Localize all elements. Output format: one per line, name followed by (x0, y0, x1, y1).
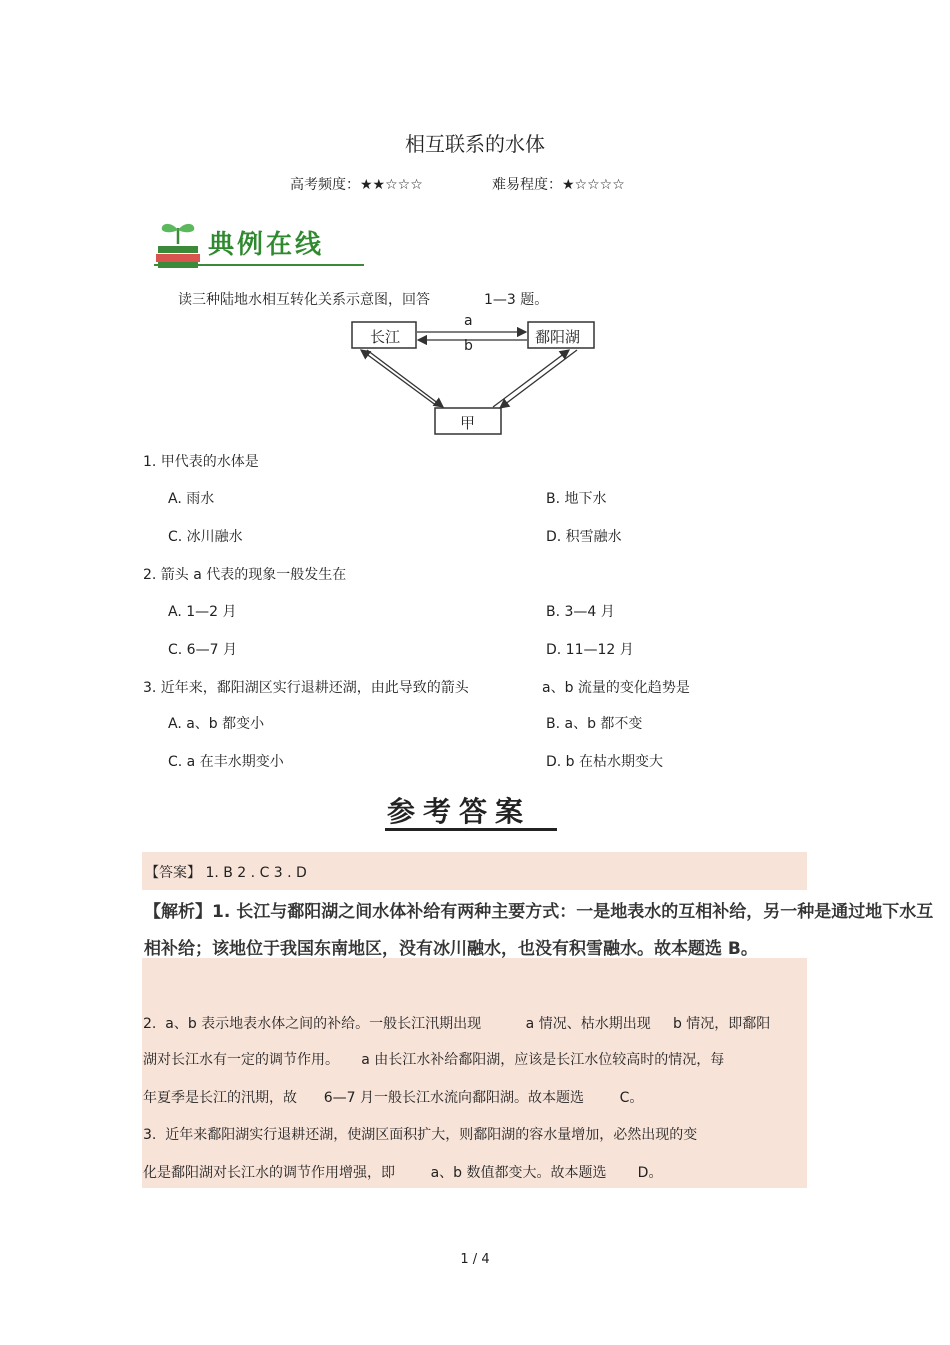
node-label-changjiang: 长江 (370, 328, 401, 346)
analysis-2-line-2: 湖对长江水有一定的调节作用。 a 由长江水补给鄱阳湖，应该是长江水位较高时的情况，每 (143, 1052, 725, 1068)
node-label-jia: 甲 (460, 414, 476, 432)
difficulty-rating (492, 174, 625, 194)
analysis-1-line-2: 相补给；该地位于我国东南地区，没有冰川融水，也没有积雪融水。故本题选 B。 (144, 939, 758, 959)
arrow-left-down (367, 350, 443, 407)
question-3-option-c: C. a 在丰水期变小 (168, 754, 284, 770)
question-1-stem: 1. 甲代表的水体是 (143, 454, 259, 470)
analysis-2-line-3: 年夏季是长江的汛期，故 6—7 月一般长江水流向鄱阳湖。故本题选 C。 (143, 1090, 644, 1106)
question-1-option-a: A. 雨水 (168, 491, 215, 507)
question-2-stem: 2. 箭头 a 代表的现象一般发生在 (143, 567, 347, 583)
question-3-option-b: B. a、b 都不变 (546, 716, 643, 732)
sprout-book-icon (154, 218, 202, 270)
page-title: 相互联系的水体 (405, 132, 545, 156)
reference-underline (385, 828, 557, 831)
difficulty-label: 难易程度： (492, 177, 562, 193)
analysis-3-line-1: 3. 近年来鄱阳湖实行退耕还湖，使湖区面积扩大，则鄱阳湖的容水量增加，必然出现的变 (143, 1127, 698, 1143)
arrow-right-down (500, 350, 577, 408)
analysis-1-line-1: 【解析】1. 长江与鄱阳湖之间水体补给有两种主要方式：一是地表水的互相补给，另一种是通过地下水互 (144, 902, 934, 922)
frequency-rating (290, 174, 423, 194)
analysis-3-line-2: 化是鄱阳湖对长江水的调节作用增强，即 a、b 数值都变大。故本题选 D。 (143, 1165, 663, 1181)
question-2-option-c: C. 6—7 月 (168, 642, 237, 658)
question-3-option-a: A. a、b 都变小 (168, 716, 265, 732)
question-3-stem: 3. 近年来，鄱阳湖区实行退耕还湖，由此导致的箭头 (143, 680, 469, 696)
question-2-option-a: A. 1—2 月 (168, 604, 237, 620)
arrow-b-label: b (464, 338, 473, 354)
question-2-option-d: D. 11—12 月 (546, 642, 634, 658)
intro-range: 1—3 题。 (484, 292, 549, 308)
question-1-option-b: B. 地下水 (546, 491, 607, 507)
frequency-label: 高考频度： (290, 177, 360, 193)
heading-underline (154, 264, 364, 266)
difficulty-stars: ★☆☆☆☆ (562, 177, 625, 193)
node-label-poyang: 鄱阳湖 (535, 328, 581, 346)
question-3-option-d: D. b 在枯水期变大 (546, 754, 664, 770)
example-heading: 典例在线 (208, 230, 325, 260)
example-heading-banner (150, 214, 365, 270)
answer-line: 【答案】 1. B 2 . C 3 . D (145, 865, 307, 881)
question-2-option-b: B. 3—4 月 (546, 604, 615, 620)
analysis-2-line-1: 2. a、b 表示地表水体之间的补给。一般长江汛期出现 a 情况、枯水期出现 b 情况，即鄱阳 (143, 1016, 771, 1032)
question-3-stem-tail: a、b 流量的变化趋势是 (542, 680, 690, 696)
frequency-stars: ★★☆☆☆ (360, 177, 423, 193)
intro-text: 读三种陆地水相互转化关系示意图，回答 (178, 292, 430, 308)
page-number: 1 / 4 (460, 1252, 490, 1267)
arrow-left-up (361, 350, 437, 406)
arrow-a-label: a (464, 313, 473, 329)
reference-heading-banner (385, 790, 557, 832)
question-1-option-c: C. 冰川融水 (168, 529, 243, 545)
arrow-right-up (493, 350, 569, 407)
reference-heading: 参考答案 (387, 795, 532, 828)
question-1-option-d: D. 积雪融水 (546, 529, 622, 545)
